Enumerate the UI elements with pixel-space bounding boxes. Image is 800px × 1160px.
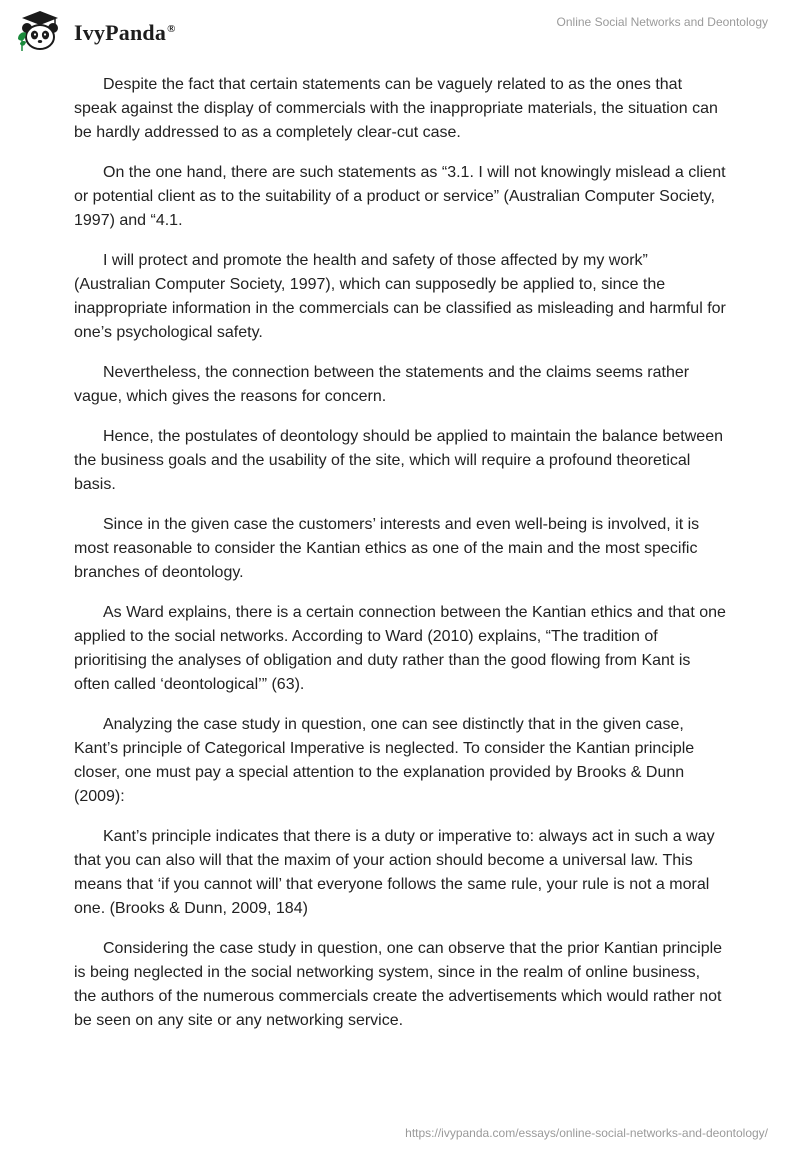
block-quote: Kant’s principle indicates that there is a duty or imperative to: always act in such a way that you can also will that the maxim of your action should become a universal law. This means that ‘if you cannot will’ that everyone follows the same rule, your rule is not a moral one. (Brooks & Dunn, 2009, 184) [74,828,715,917]
paragraph: Nevertheless, the connection between the statements and the claims seems rather vague, which gives the reasons for concern. [74,364,690,405]
paragraph: I will protect and promote the health and safety of those affected by my work” (Australian Computer Society, 1997), which can supposedly be applied to, since the inappropriate information in the commercials can be classified as misleading and harmful for one’s psychological safety. [74,252,726,341]
paragraph: As Ward explains, there is a certain connection between the Kantian ethics and that one applied to the social networks. According to Ward (2010) explains, “The tradition of prioritising the analyses of obligation and duty rather than the good flowing from Kant is often called ‘deontological’” (63). [74,604,726,693]
document-title: Online Social Networks and Deontology [556,15,768,29]
paragraph: On the one hand, there are such statements as “3.1. I will not knowingly mislead a client or potential client as to the suitability of a product or service” (Australian Computer Society, 1997) and “4.1. [74,164,726,229]
ivypanda-logo[interactable] [14,9,176,53]
essay-body [74,73,726,1049]
paragraph: Considering the case study in question, one can observe that the prior Kantian principle is being neglected in the social networking system, since in the realm of online business, the authors of the numerous commercials create the advertisements which would rather not be seen on any site or any networking service. [74,940,723,1029]
page-header [0,0,800,60]
brand-name: IvyPanda® [74,20,176,45]
paragraph: Analyzing the case study in question, one can see distinctly that in the given case, Kant’s principle of Categorical Imperative is neglected. To consider the Kantian principle closer, one must pay a special attention to the explanation provided by Brooks & Dunn (2009): [74,716,695,805]
paragraph: Despite the fact that certain statements can be vaguely related to as the ones that speak against the display of commercials with the inappropriate materials, the situation can be hardly addressed to as a completely clear-cut case. [74,76,718,141]
source-url-link[interactable]: https://ivypanda.com/essays/online-social-networks-and-deontology/ [405,1126,768,1140]
paragraph: Hence, the postulates of deontology should be applied to maintain the balance between the business goals and the usability of the site, which will require a profound theoretical basis. [74,428,723,493]
panda-graduate-icon [14,9,66,53]
paragraph: Since in the given case the customers’ interests and even well-being is involved, it is most reasonable to consider the Kantian ethics as one of the main and the most specific branches of deontology. [74,516,700,581]
